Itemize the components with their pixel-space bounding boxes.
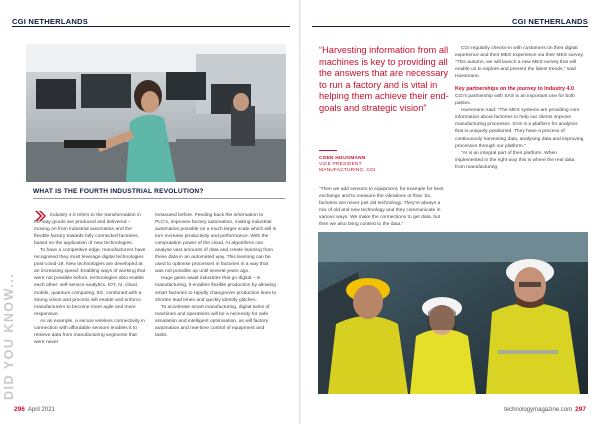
paragraph: Huesmann said: “The MES systems are providing core information about factories to help our clients improve manufacturing processes. SAS is a platform for analytics that is uniquely positioned. They have a process of continuously harvesting data, analysing data and improving processes through our platform.”	[455, 108, 584, 149]
page-number-right: 297	[575, 406, 586, 413]
right-header	[312, 11, 588, 27]
section-kicker: WHAT IS THE FOURTH INDUSTRIAL REVOLUTION?	[33, 188, 285, 199]
middle-column	[319, 186, 447, 228]
attribution-name: COEN HUIJSMANN	[319, 156, 366, 161]
paragraph: Huge gains await industries that go digital – in manufacturing, it enables flexible production by allowing smart factories to rapidly changeover production lines to shorten lead times and quickly identify glitches.	[155, 276, 277, 303]
paragraph: “Then we add sensors to equipment, for example for heat exchange and to measure the vibrations or flow. So, factories are never just old technology. They're always a mix of old and new technology and they communicate in various ways. We make the connections to get data, but then we also bring context to the data.”	[319, 187, 444, 228]
paragraph: As an example, a secure wireless connectivity in connection with affordable sensors enables it to retrieve data from manufacturing segments that were never	[34, 318, 145, 345]
attribution-org: MANUFACTURING, CGI	[319, 168, 376, 174]
magazine-url: technologymagazine.com	[504, 407, 573, 413]
right-column	[455, 45, 585, 171]
left-header-title: CGI NETHERLANDS	[12, 17, 88, 26]
left-column-1	[34, 212, 146, 346]
paragraph: CGI's partnership with SAS is an important one for both parties.	[455, 94, 575, 107]
left-column-2	[155, 212, 277, 339]
paragraph: measured before. Feeding back the information to PLC's, improves factory automation, making industrial automation possible on a much larger scale which will in turn increase productivity and performance. With the computation power of the cloud, AI algorithms can analyse vast amounts of data and create learning from these data in an automated way. This learning can be used to optimise processes in factories in a way that was not possible up until several years ago.	[155, 213, 277, 275]
issue-date: April 2021	[27, 407, 55, 413]
pull-quote: “Harvesting information from all machines is key to providing all the answers that are necessary to run a factory and is vital in helping them achieve their end-goals and strategic vision”	[319, 45, 449, 113]
right-folio	[504, 406, 586, 413]
paragraph: To have a competitive edge, manufacturers have recognised they must leverage digital technologies post-covid-19. New technologies are developed at an increasing speed. Enabling ways of working that were not possible before, technologies also enable each other: self-service analytics, IOT, AI, cloud, mobile, quantum computing, 5G, combined with a strong vision and process will enable and enforce manufacturers to become more agile and more responsive.	[34, 248, 146, 317]
did-you-know-sidebar: DID YOU KNOW...	[2, 272, 16, 400]
workers-in-hardhats-photo	[318, 232, 588, 394]
paragraph: Industry 4.0 refers to the transformation in the way goods are produced and delivered – moving on from industrial automation and the flexible factory towards fully connected factories, based on the application of new technologies.	[34, 213, 141, 247]
paragraph: To accelerate smart manufacturing, digital twins of machines and operations will be a necessity for safe simulation and intelligent optimisation, as will factory automation and real-time control of equipment and tasks.	[155, 304, 270, 338]
left-folio	[14, 406, 55, 413]
right-header-title: CGI NETHERLANDS	[512, 17, 588, 26]
quote-divider	[319, 150, 337, 151]
paragraph: CGI regularly checks-in with customers on their digital experience and their MES experience via their MES survey. “This autumn, we will launch a new MES survey that will enable us to explore and present the latest trends,” said Huesmann.	[455, 46, 584, 80]
subhead: Key partnerships on the journey to Industry 4.0	[455, 86, 574, 93]
left-header	[12, 11, 290, 27]
page-number-left: 296	[14, 406, 25, 413]
attribution-role: VICE PRESIDENT	[319, 162, 362, 168]
paragraph: “AI is an integral part of their platform. When implemented in the right way this is where the real data from manufacturing	[455, 150, 575, 170]
quote-attribution	[319, 156, 376, 175]
right-page	[300, 0, 600, 424]
woman-at-computer-photo	[26, 44, 286, 182]
